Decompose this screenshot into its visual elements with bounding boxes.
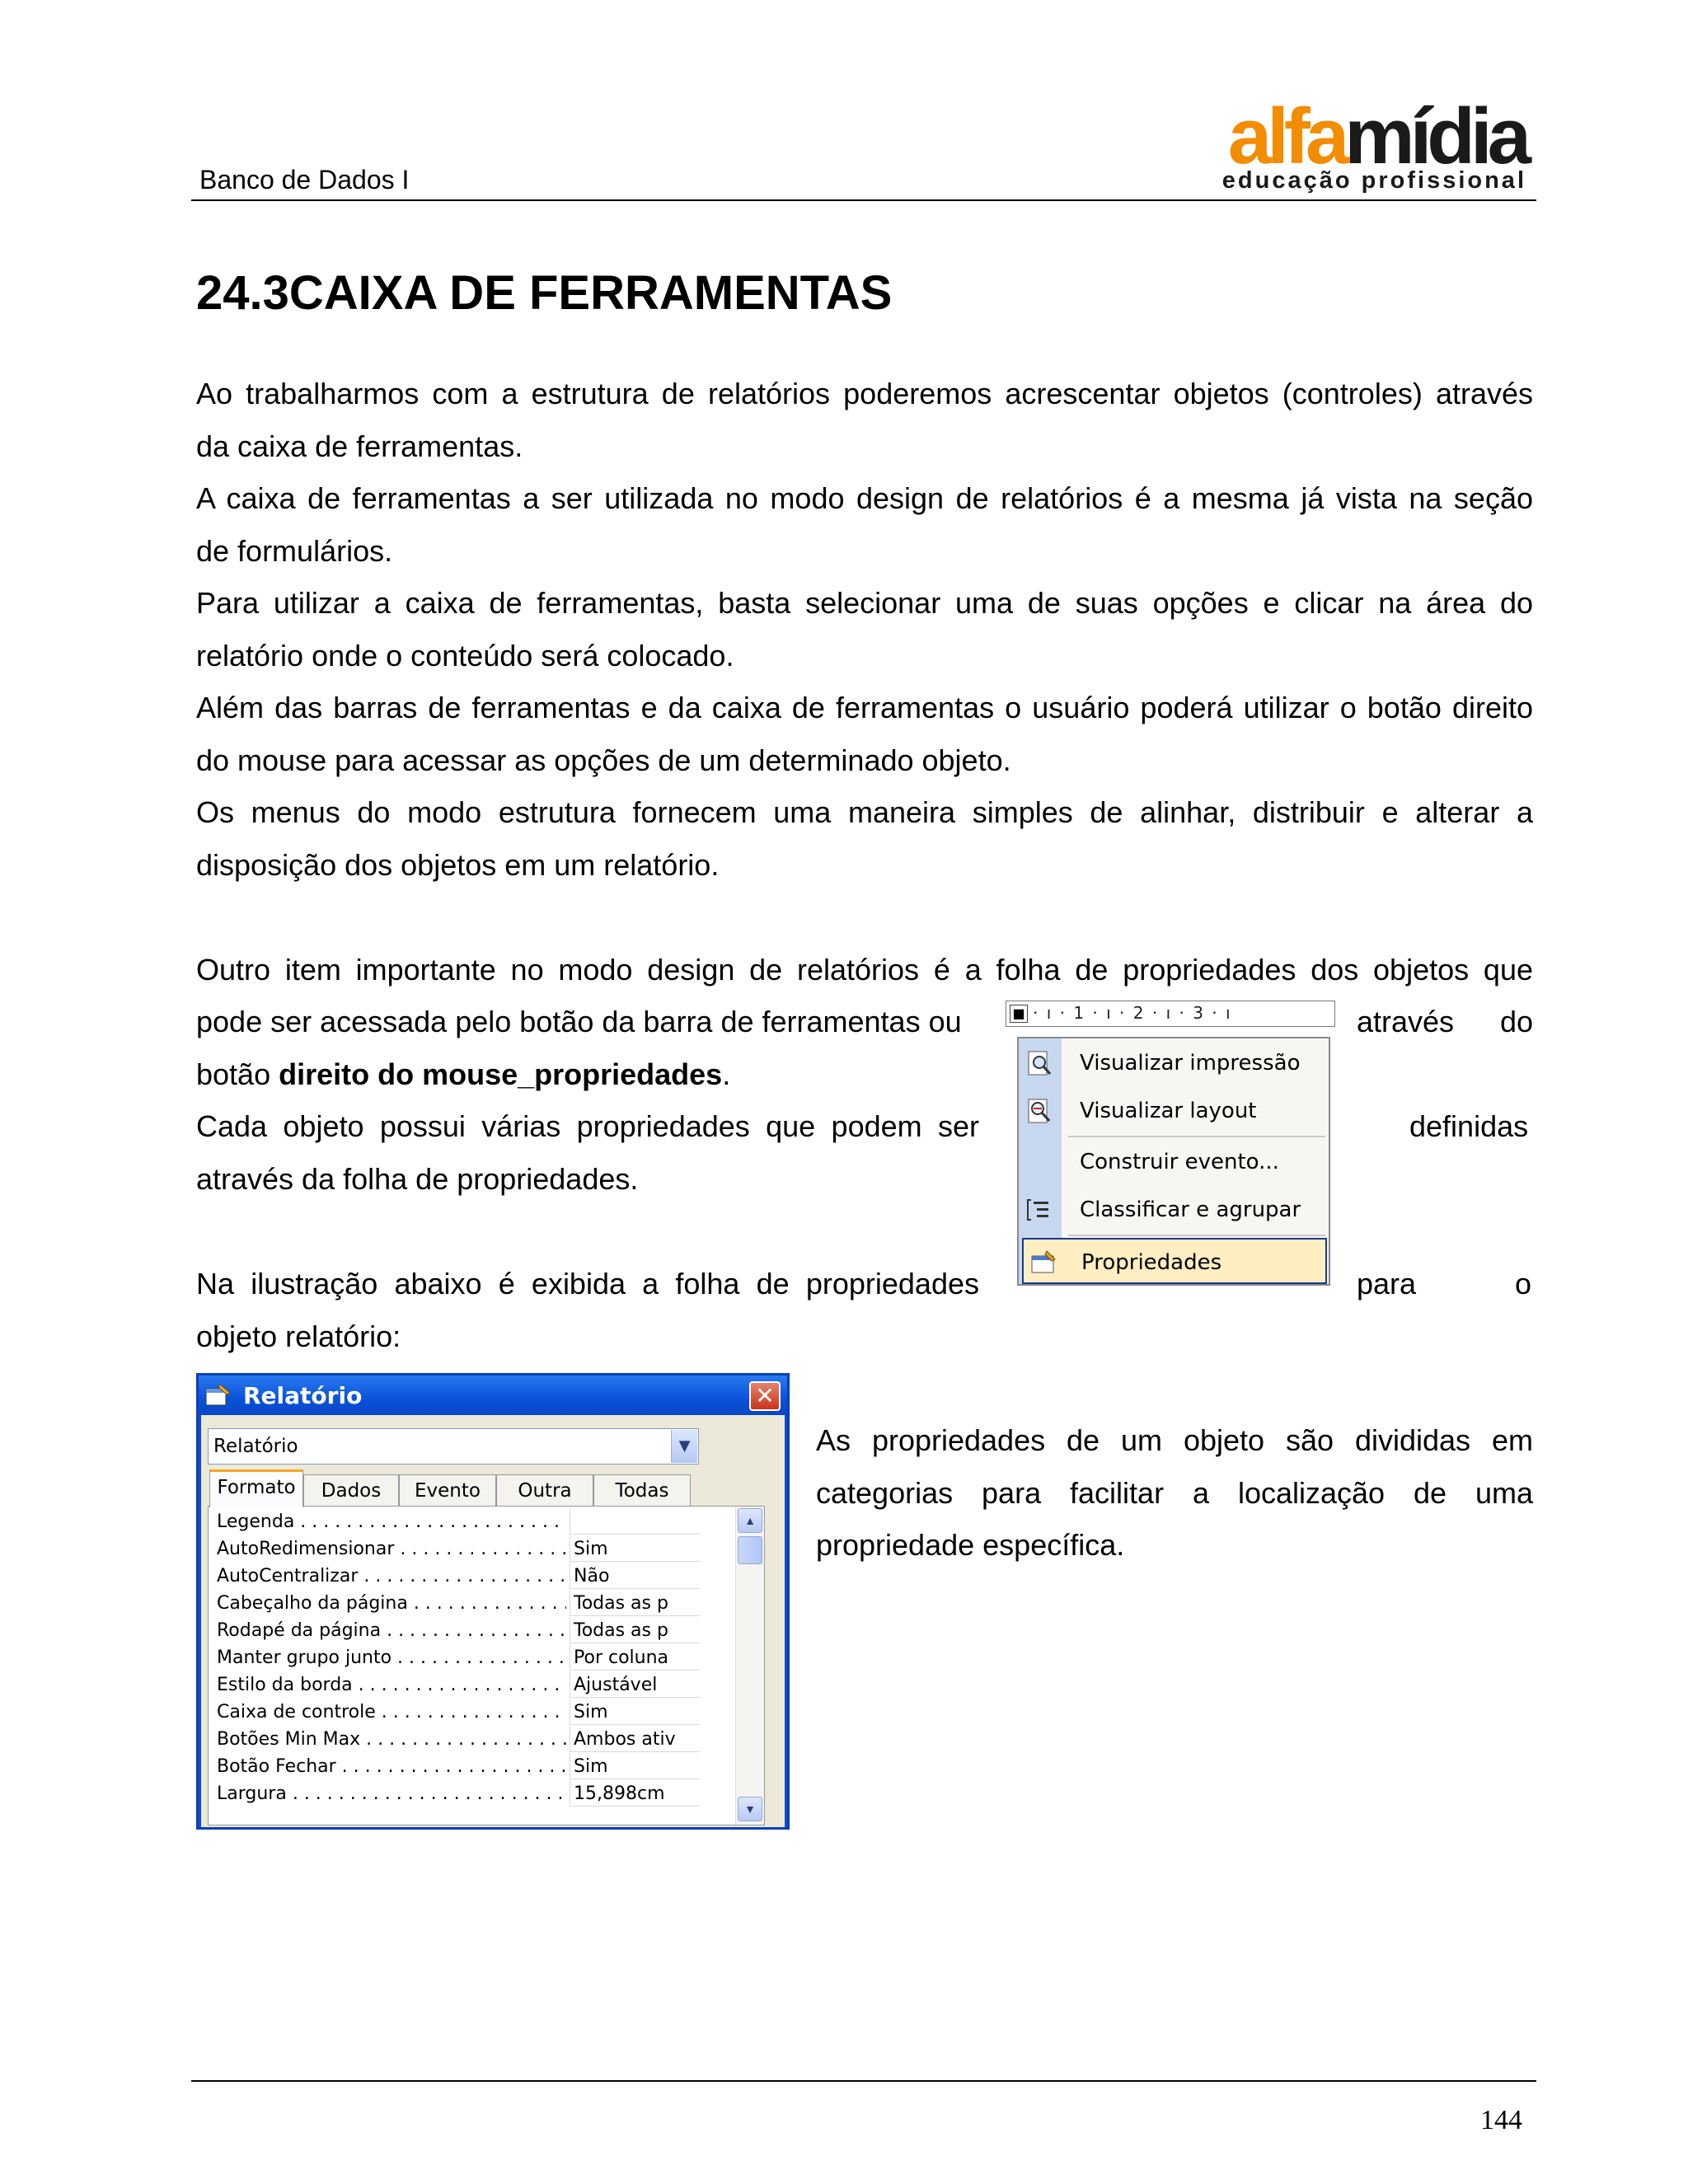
paragraph-line: propriedade específica.: [816, 1528, 1125, 1562]
property-value[interactable]: Sim: [570, 1699, 700, 1725]
property-name: Botão Fechar . . .: [217, 1753, 566, 1780]
menu-item-visualizar-layout[interactable]: [1019, 1088, 1329, 1134]
tab-todas[interactable]: Todas: [593, 1474, 691, 1506]
alfamidia-logo: alfamídia educação profissional: [1221, 92, 1526, 194]
vertical-scrollbar[interactable]: [735, 1507, 764, 1825]
paragraph-word: para: [1357, 1267, 1417, 1301]
tab-dados[interactable]: Dados: [303, 1474, 399, 1506]
header-rule: [191, 199, 1536, 201]
paragraph-line: pode ser acessada pelo botão da barra de ferramentas ou: [196, 1005, 962, 1038]
property-value[interactable]: Não: [570, 1563, 700, 1589]
report-selector-box[interactable]: ■: [1010, 1005, 1028, 1023]
property-value[interactable]: Sim: [570, 1535, 700, 1562]
property-row[interactable]: [209, 1617, 720, 1644]
paragraph-line: A caixa de ferramentas a ser utilizada no modo design de relatórios é a mesma já vista na seção: [196, 481, 1533, 515]
property-grid: [208, 1506, 765, 1825]
scroll-down-icon[interactable]: ▼: [738, 1797, 762, 1821]
property-name: Estilo da borda . . .: [217, 1671, 566, 1699]
property-row[interactable]: [209, 1563, 720, 1590]
paragraph-line: categorias para facilitar a localização de uma: [816, 1476, 1533, 1510]
property-name: Largura . . .: [217, 1780, 566, 1807]
section-title: 24.3CAIXA DE FERRAMENTAS: [196, 266, 893, 320]
paragraph-word: através: [1357, 1005, 1455, 1038]
property-name: Cabeçalho da página . . .: [217, 1590, 566, 1617]
print-preview-icon: [1025, 1050, 1053, 1076]
menu-item-label: Classificar e agrupar: [1080, 1197, 1301, 1222]
menu-item-label: Visualizar impressão: [1080, 1051, 1301, 1076]
property-row[interactable]: [209, 1753, 720, 1780]
scroll-up-icon[interactable]: ▲: [738, 1508, 762, 1533]
tab-evento[interactable]: Evento: [399, 1474, 496, 1506]
running-header: Banco de Dados I: [199, 165, 410, 194]
property-name: AutoRedimensionar . . .: [217, 1535, 566, 1563]
menu-separator: [1068, 1235, 1325, 1236]
menu-item-label: Visualizar layout: [1080, 1099, 1257, 1123]
dialog-body: [201, 1415, 785, 1827]
paragraph-line: do mouse para acessar as opções de um determinado objeto.: [196, 743, 1011, 777]
property-value[interactable]: Por coluna: [570, 1644, 700, 1671]
paragraph-line: Além das barras de ferramentas e da caixa de ferramentas o usuário poderá utilizar o botão direito: [196, 691, 1533, 724]
page-number: 144: [1480, 2105, 1522, 2135]
paragraph-word: o: [1515, 1267, 1532, 1301]
paragraph-line: da caixa de ferramentas.: [196, 429, 523, 463]
paragraph-line: Ao trabalharmos com a estrutura de relatórios poderemos acrescentar objetos (controles) através: [196, 377, 1533, 410]
menu-item-visualizar-impressao[interactable]: [1019, 1040, 1329, 1086]
paragraph-word: definidas: [1409, 1109, 1529, 1143]
menu-separator: [1068, 1136, 1325, 1137]
object-selector-dropdown[interactable]: [208, 1428, 699, 1465]
paragraph-line: Cada objeto possui várias propriedades que podem ser: [196, 1109, 979, 1143]
property-row[interactable]: [209, 1780, 720, 1807]
property-value[interactable]: 15,898cm: [570, 1780, 700, 1807]
paragraph-line: Na ilustração abaixo é exibida a folha de propriedades: [196, 1267, 979, 1301]
close-button[interactable]: ✕: [749, 1381, 781, 1411]
property-name: Manter grupo junto . . .: [217, 1644, 566, 1671]
menu-item-construir-evento[interactable]: [1019, 1139, 1329, 1185]
property-value[interactable]: Todas as p: [570, 1617, 700, 1643]
property-name: Botões Min Max . . .: [217, 1726, 566, 1753]
property-name: Rodapé da página . . .: [217, 1617, 566, 1644]
chevron-down-icon[interactable]: ▼: [671, 1430, 697, 1463]
paragraph-line: disposição dos objetos em um relatório.: [196, 848, 720, 882]
property-row[interactable]: [209, 1508, 720, 1535]
paragraph-line: botão direito do mouse_propriedades.: [196, 1057, 731, 1091]
property-name: Legenda . . .: [217, 1508, 566, 1535]
footer-rule: [191, 2080, 1536, 2082]
ruler: [1006, 1001, 1335, 1027]
paragraph-line: relatório onde o conteúdo será colocado.: [196, 639, 734, 673]
dialog-titlebar[interactable]: [199, 1376, 787, 1415]
property-value[interactable]: Ajustável: [570, 1671, 700, 1698]
paragraph-line: através da folha de propriedades.: [196, 1162, 639, 1196]
property-value[interactable]: [570, 1508, 700, 1535]
tab-formato[interactable]: Formato: [209, 1469, 303, 1507]
dialog-title: Relatório: [243, 1382, 363, 1409]
paragraph-line: Os menus do modo estrutura fornecem uma maneira simples de alinhar, distribuir e alterar a: [196, 795, 1533, 829]
property-row[interactable]: [209, 1671, 720, 1699]
properties-icon: [1030, 1249, 1058, 1276]
property-row[interactable]: [209, 1535, 720, 1563]
property-row[interactable]: [209, 1726, 720, 1753]
layout-preview-icon: [1025, 1098, 1053, 1124]
menu-item-classificar-agrupar[interactable]: [1019, 1187, 1329, 1233]
property-row[interactable]: [209, 1699, 720, 1726]
selected-object-value: Relatório: [213, 1436, 298, 1457]
paragraph-line: As propriedades de um objeto são divididas em: [816, 1423, 1533, 1457]
sorting-grouping-icon: [1025, 1197, 1053, 1223]
emphasis-text: direito do mouse_propriedades: [279, 1057, 723, 1091]
context-menu: [1017, 1037, 1330, 1286]
property-name: AutoCentralizar . . .: [217, 1563, 566, 1590]
menu-item-label: Construir evento...: [1080, 1150, 1279, 1174]
paragraph-line: Para utilizar a caixa de ferramentas, basta selecionar uma de suas opções e clicar na área do: [196, 586, 1533, 620]
property-name: Caixa de controle . . .: [217, 1699, 566, 1726]
paragraph-word: do: [1500, 1005, 1534, 1038]
property-value[interactable]: Ambos ativ: [570, 1726, 700, 1752]
ruler-ticks: · ı · 1 · ı · 2 · ı · 3 · ı: [1033, 1003, 1232, 1023]
property-sheet-dialog: [196, 1373, 790, 1830]
tab-outra[interactable]: Outra: [496, 1474, 593, 1506]
paragraph-line: de formulários.: [196, 534, 393, 568]
property-row[interactable]: [209, 1644, 720, 1671]
properties-icon: [205, 1384, 232, 1407]
menu-item-label: Propriedades: [1081, 1250, 1222, 1275]
paragraph-line: objeto relatório:: [196, 1319, 401, 1353]
property-value[interactable]: Todas as p: [570, 1590, 700, 1616]
property-row[interactable]: [209, 1590, 720, 1617]
menu-item-propriedades[interactable]: [1022, 1238, 1327, 1284]
paragraph-line: Outro item importante no modo design de relatórios é a folha de propriedades dos objetos que: [196, 953, 1533, 987]
context-menu-figure: [1006, 1001, 1335, 1286]
scroll-thumb[interactable]: [738, 1536, 762, 1564]
property-value[interactable]: Sim: [570, 1753, 700, 1779]
